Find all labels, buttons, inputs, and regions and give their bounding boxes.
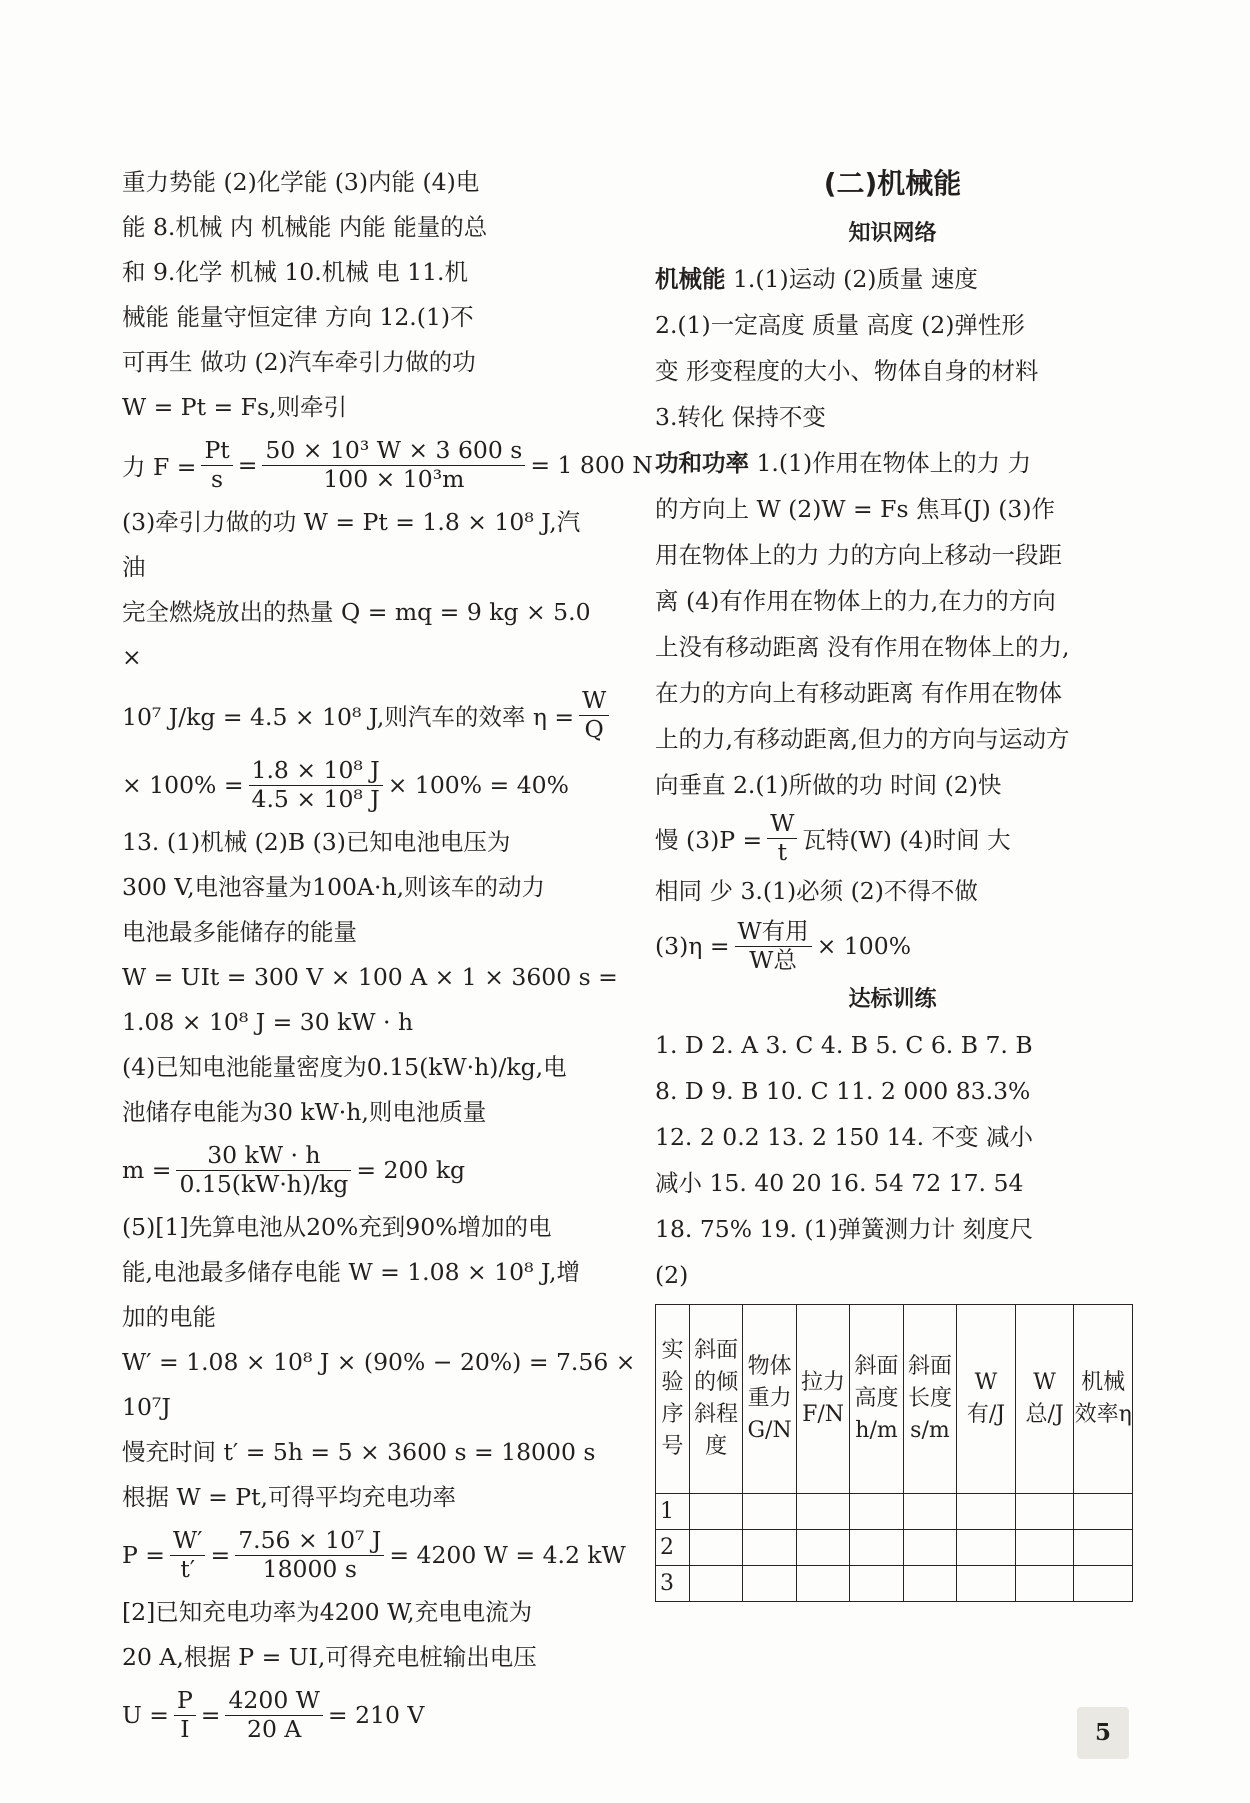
eq-prefix: 力 F = [122, 453, 197, 481]
text-line: 根据 W = Pt,可得平均充电功率 [122, 1483, 456, 1511]
fraction [176, 1142, 351, 1197]
text-line: [2]已知充电功率为4200 W,充电电流为 [122, 1598, 533, 1626]
table-row [656, 1494, 1133, 1530]
denominator: I [180, 1714, 190, 1743]
text-line: 向垂直 2.(1)所做的功 时间 (2)快 [655, 771, 1002, 799]
text-line: 20 A,根据 P = UI,可得充电桩输出电压 [122, 1643, 537, 1671]
numerator: 7.56 × 10⁷ J [235, 1527, 384, 1555]
fraction [225, 1687, 322, 1742]
denominator: 20 A [247, 1714, 302, 1743]
topic-label: 机械能 [655, 265, 726, 293]
row-number-cell: 3 [656, 1566, 690, 1602]
answer-line: 8. D 9. B 10. C 11. 2 000 83.3% [655, 1077, 1031, 1105]
table-header-cell: 斜面长度s/m [903, 1305, 956, 1494]
training-heading: 达标训练 [848, 987, 937, 1012]
text-line: 13. (1)机械 (2)B (3)已知电池电压为 [122, 828, 511, 856]
text-line: 在力的方向上有移动距离 有作用在物体 [655, 679, 1062, 707]
eq-suffix: = 4200 W = 4.2 kW [389, 1541, 626, 1569]
text-line: 相同 少 3.(1)必须 (2)不得不做 [655, 877, 978, 905]
output-voltage-equation [122, 1680, 600, 1750]
numerator: 4200 W [225, 1687, 322, 1715]
text-line: 能 8.机械 内 机械能 内能 能量的总 [122, 213, 488, 241]
empty-cell [903, 1566, 956, 1602]
numerator: W [579, 687, 609, 715]
fraction [249, 757, 383, 812]
text-line: 能,电池最多储存电能 W = 1.08 × 10⁸ J,增 [122, 1258, 580, 1286]
table-header-cell: W总/J [1015, 1305, 1074, 1494]
table-header-cell: 实验序号 [656, 1305, 690, 1494]
text-line: 的方向上 W (2)W = Fs 焦耳(J) (3)作 [655, 495, 1056, 523]
empty-cell [850, 1566, 903, 1602]
fraction [579, 687, 609, 742]
empty-cell [796, 1530, 849, 1566]
fraction [235, 1527, 384, 1582]
denominator: t′ [180, 1554, 196, 1583]
empty-cell [689, 1494, 742, 1530]
numerator: Pt [201, 437, 232, 465]
fraction [735, 918, 812, 973]
eq-prefix: × 100% = [122, 771, 244, 799]
section-title: (二)机械能 [823, 167, 962, 200]
numerator: 1.8 × 10⁸ J [249, 757, 383, 785]
empty-cell [796, 1566, 849, 1602]
empty-cell [796, 1494, 849, 1530]
empty-cell [743, 1494, 796, 1530]
answer-line: 12. 2 0.2 13. 2 150 14. 不变 减小 [655, 1123, 1034, 1151]
empty-cell [850, 1494, 903, 1530]
text-line: (4)已知电池能量密度为0.15(kW·h)/kg,电 [122, 1053, 567, 1081]
denominator: t [777, 837, 788, 866]
eq-suffix: = 200 kg [356, 1156, 466, 1184]
text-line: W′ = 1.08 × 10⁸ J × (90% − 20%) = 7.56 × [122, 1348, 636, 1376]
text-line: 离 (4)有作用在物体上的力,在力的方向 [655, 587, 1056, 615]
fraction [174, 1687, 196, 1742]
charging-power-equation [122, 1520, 626, 1590]
text-line [655, 440, 1130, 486]
denominator: 0.15(kW·h)/kg [179, 1169, 349, 1198]
denominator: Q [584, 714, 604, 743]
eq-sign: = [237, 451, 258, 479]
table-header-cell: 物体重力G/N [743, 1305, 796, 1494]
text-line: 10⁷J [122, 1393, 171, 1421]
eq-prefix: U = [122, 1701, 169, 1729]
text-run: 1.(1)作用在物体上的力 力 [749, 449, 1032, 477]
text-line [655, 256, 1130, 302]
denominator: 100 × 10³m [323, 464, 465, 493]
numerator: W有用 [735, 918, 812, 946]
traction-force-equation [122, 430, 653, 500]
knowledge-network-heading: 知识网络 [848, 221, 937, 246]
eq-prefix: m = [122, 1156, 172, 1184]
row-number-cell: 1 [656, 1494, 690, 1530]
left-column [122, 160, 653, 1750]
eq-suffix: × 100% = 40% [387, 771, 569, 799]
table-header-cell: 斜面高度h/m [850, 1305, 903, 1494]
empty-cell [1074, 1494, 1133, 1530]
numerator: P [174, 1687, 196, 1715]
right-column [655, 160, 1130, 1602]
text-run: 1.(1)运动 (2)质量 速度 [725, 265, 978, 293]
topic-label: 功和功率 [655, 449, 749, 477]
empty-cell [850, 1530, 903, 1566]
answer-line: (2) [655, 1261, 689, 1289]
empty-cell [1074, 1566, 1133, 1602]
answer-line: 减小 15. 40 20 16. 54 72 17. 54 [655, 1169, 1024, 1197]
text-line: 和 9.化学 机械 10.机械 电 11.机 [122, 258, 469, 286]
eq-sign: = [210, 1541, 231, 1569]
text-line: W = UIt = 300 V × 100 A × 1 × 3600 s = [122, 963, 618, 991]
eq-suffix: = 210 V [327, 1701, 425, 1729]
denominator: W总 [749, 945, 797, 974]
text-line: 慢充时间 t′ = 5h = 5 × 3600 s = 18000 s [122, 1438, 596, 1466]
text-line: (5)[1]先算电池从20%充到90%增加的电 [122, 1213, 552, 1241]
empty-cell [689, 1530, 742, 1566]
empty-cell [1015, 1530, 1074, 1566]
fraction [170, 1527, 206, 1582]
text-line: W = Pt = Fs,则牵引 [122, 393, 348, 421]
numerator: W [767, 810, 797, 838]
empty-cell [743, 1566, 796, 1602]
empty-cell [743, 1530, 796, 1566]
eq-prefix: 慢 (3)P = [655, 826, 763, 854]
empty-cell [957, 1530, 1016, 1566]
power-equation [655, 808, 1130, 868]
table-header-cell: 斜面的倾斜程度 [689, 1305, 742, 1494]
fraction [201, 437, 232, 492]
eq-sign: = [200, 1701, 221, 1729]
empty-cell [689, 1566, 742, 1602]
denominator: s [211, 464, 224, 493]
empty-cell [1074, 1530, 1133, 1566]
text-line: 械能 能量守恒定律 方向 12.(1)不 [122, 303, 474, 331]
text-line: 完全燃烧放出的热量 Q = mq = 9 kg × 5.0 × [122, 598, 591, 671]
fraction [262, 437, 525, 492]
text-line: 变 形变程度的大小、物体自身的材料 [655, 357, 1039, 385]
efficiency-definition-equation [655, 914, 1130, 978]
answer-line: 1. D 2. A 3. C 4. B 5. C 6. B 7. B [655, 1031, 1033, 1059]
text-line: 300 V,电池容量为100A·h,则该车的动力 [122, 873, 546, 901]
battery-mass-equation [122, 1135, 600, 1205]
text-line: 3.转化 保持不变 [655, 403, 826, 431]
row-number-cell: 2 [656, 1530, 690, 1566]
table-header-cell: 机械效率η [1074, 1305, 1133, 1494]
eq-suffix: = 1 800 N [530, 451, 653, 479]
eq-suffix: × 100% [816, 932, 912, 960]
page-number: 5 [1077, 1707, 1129, 1759]
text-line: 池储存电能为30 kW·h,则电池质量 [122, 1098, 487, 1126]
text-line: 上的力,有移动距离,但力的方向与运动方 [655, 725, 1070, 753]
table-header-row [656, 1305, 1133, 1494]
numerator: 30 kW · h [176, 1142, 351, 1170]
efficiency-equation [122, 680, 607, 750]
text-line: 可再生 做功 (2)汽车牵引力做的功 [122, 348, 476, 376]
empty-cell [1015, 1494, 1074, 1530]
eq-suffix: 瓦特(W) (4)时间 大 [802, 826, 1011, 854]
empty-cell [1015, 1566, 1074, 1602]
text-line: 2.(1)一定高度 质量 高度 (2)弹性形 [655, 311, 1025, 339]
text-line: 用在物体上的力 力的方向上移动一段距 [655, 541, 1062, 569]
empty-cell [957, 1494, 1016, 1530]
text-line: 1.08 × 10⁸ J = 30 kW · h [122, 1008, 414, 1036]
numerator: W′ [170, 1527, 206, 1555]
table-row [656, 1566, 1133, 1602]
empty-cell [903, 1530, 956, 1566]
eq-prefix: P = [122, 1541, 165, 1569]
experiment-table [655, 1304, 1133, 1602]
text-line: 重力势能 (2)化学能 (3)内能 (4)电 [122, 168, 480, 196]
text-line: 上没有移动距离 没有作用在物体上的力, [655, 633, 1070, 661]
table-row [656, 1530, 1133, 1566]
empty-cell [957, 1566, 1016, 1602]
numerator: 50 × 10³ W × 3 600 s [262, 437, 525, 465]
denominator: 18000 s [262, 1554, 357, 1583]
fraction [767, 810, 797, 865]
efficiency-result-equation [122, 750, 600, 820]
text-line: 加的电能 [122, 1303, 216, 1331]
answer-line: 18. 75% 19. (1)弹簧测力计 刻度尺 [655, 1215, 1034, 1243]
eq-prefix: (3)η = [655, 932, 730, 960]
eq-prefix: 10⁷ J/kg = 4.5 × 10⁸ J,则汽车的效率 η = [122, 703, 575, 731]
denominator: 4.5 × 10⁸ J [251, 784, 380, 813]
text-line: 电池最多能储存的能量 [122, 918, 357, 946]
table-header-cell: W有/J [957, 1305, 1016, 1494]
table-header-cell: 拉力F/N [796, 1305, 849, 1494]
text-line: (3)牵引力做的功 W = Pt = 1.8 × 10⁸ J,汽油 [122, 508, 581, 581]
empty-cell [903, 1494, 956, 1530]
